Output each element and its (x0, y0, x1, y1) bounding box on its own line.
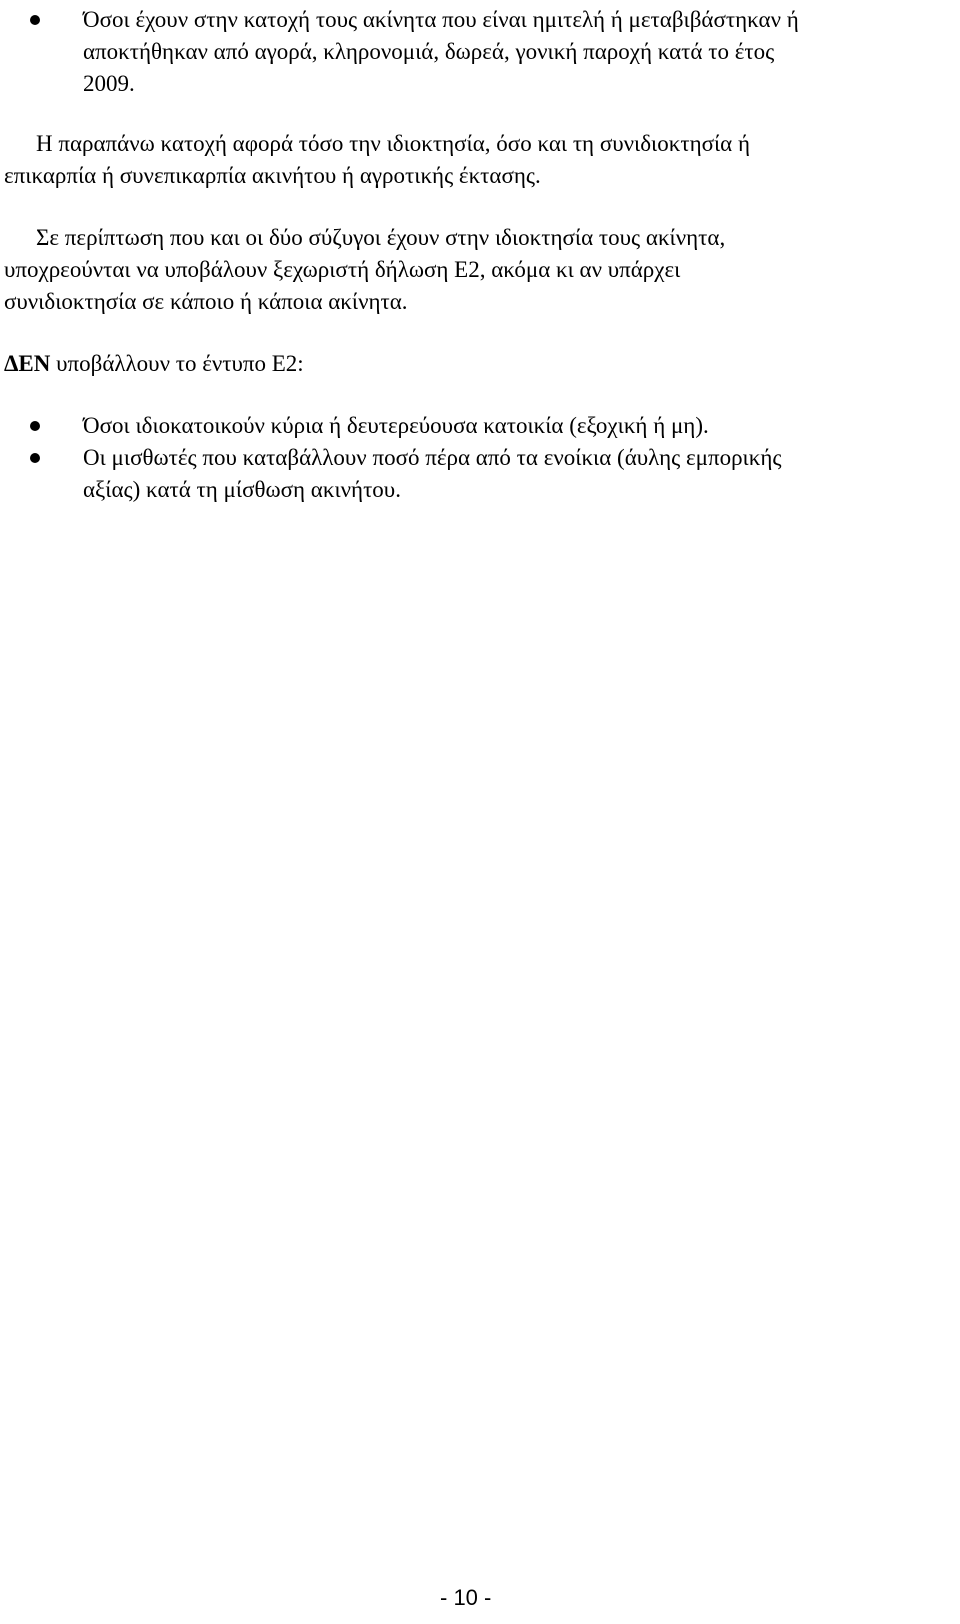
text-line: αποκτήθηκαν από αγορά, κληρονομιά, δωρεά, γονική παροχή κατά το έτος (83, 39, 775, 64)
bullet-text (83, 410, 933, 442)
paragraph-ownership-scope (4, 128, 904, 192)
bullet-text (83, 4, 933, 100)
text-line: συνιδιοκτησία σε κάποιο ή κάποια ακίνητα. (4, 289, 408, 314)
page-number: - 10 - (440, 1585, 492, 1610)
paragraph-spouses (4, 222, 904, 318)
bullet-icon (30, 421, 40, 431)
text-line: υποχρεούνται να υποβάλουν ξεχωριστή δήλωση Ε2, ακόμα κι αν υπάρχει (4, 257, 681, 282)
text-line: Η παραπάνω κατοχή αφορά τόσο την ιδιοκτησία, όσο και τη συνιδιοκτησία ή (36, 131, 751, 156)
bullet-text (83, 442, 933, 506)
text-line: αξίας) κατά τη μίσθωση ακινήτου. (83, 477, 401, 502)
text-line: Όσοι έχουν στην κατοχή τους ακίνητα που είναι ημιτελή ή μεταβιβάστηκαν ή (83, 7, 799, 32)
text-line: Σε περίπτωση που και οι δύο σύζυγοι έχουν στην ιδιοκτησία τους ακίνητα, (36, 225, 726, 250)
bullet-icon (30, 15, 40, 25)
not-submit-heading (4, 348, 904, 380)
heading-bold-part: ΔΕΝ (4, 351, 51, 376)
text-line: Οι μισθωτές που καταβάλλουν ποσό πέρα από τα ενοίκια (άυλης εμπορικής (83, 445, 782, 470)
text-line: επικαρπία ή συνεπικαρπία ακινήτου ή αγροτικής έκτασης. (4, 163, 541, 188)
text-line: 2009. (83, 71, 135, 96)
bullet-icon (30, 453, 40, 463)
heading-rest: υποβάλλουν το έντυπο Ε2: (50, 351, 304, 376)
text-line: Όσοι ιδιοκατοικούν κύρια ή δευτερεύουσα κατοικία (εξοχική ή μη). (83, 413, 709, 438)
